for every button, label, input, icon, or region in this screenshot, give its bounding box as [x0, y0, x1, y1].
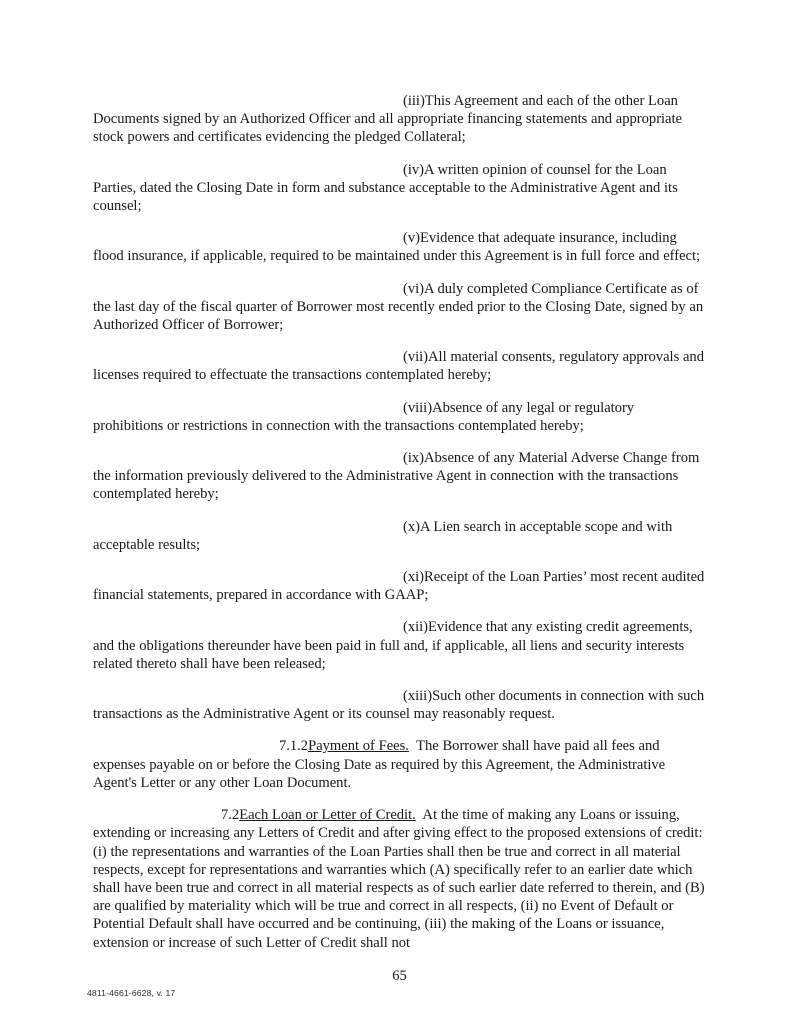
- list-text-ix: Absence of any Material Adverse Change from the information previously delivered to the Administrative Agent in connection with the transactions contemplated hereby;: [93, 450, 700, 503]
- list-marker-iv: (iv): [403, 161, 424, 178]
- list-text-xi: Receipt of the Loan Parties’ most recent audited financial statements, prepared in accordance with GAAP;: [93, 569, 705, 604]
- list-item-x: [93, 518, 705, 554]
- list-item-viii: [93, 399, 705, 435]
- document-body: [93, 92, 705, 952]
- list-item-xiii: [93, 687, 705, 723]
- section-heading-7-2: Each Loan or Letter of Credit.: [239, 807, 416, 824]
- list-marker-ix: (ix): [403, 450, 424, 467]
- list-text-viii: Absence of any legal or regulatory prohibitions or restrictions in connection with the transactions contemplated hereby;: [93, 399, 635, 434]
- list-item-vi: [93, 280, 705, 335]
- list-marker-xiii: (xiii): [403, 688, 433, 705]
- page-number: 65: [392, 968, 407, 984]
- list-text-vi: A duly completed Compliance Certificate as of the last day of the fiscal quarter of Borrower most recently ended prior to the Closing Date, signed by an Authorized Officer of Borrower;: [93, 280, 704, 334]
- list-marker-v: (v): [403, 230, 420, 247]
- list-text-vii: All material consents, regulatory approvals and licenses required to effectuate the transactions contemplated hereby;: [93, 349, 704, 384]
- list-marker-x: (x): [403, 518, 420, 535]
- list-marker-xi: (xi): [403, 569, 424, 586]
- list-text-iii: This Agreement and each of the other Loan Documents signed by an Authorized Officer and all appropriate financing statements and appropriate stock powers and certificates evidencing the pledged Collateral;: [93, 93, 683, 146]
- list-item-iv: [93, 161, 705, 216]
- footer-document-id: 4811-4661-6628, v. 17: [87, 988, 176, 998]
- section-number-7-2: 7.2: [221, 807, 240, 824]
- list-text-xiii: Such other documents in connection with such transactions as the Administrative Agent or its counsel may reasonably request.: [93, 688, 705, 723]
- section-text-7-1-2: The Borrower shall have paid all fees and expenses payable on or before the Closing Date as required by this Agreement, the Administrative Agent's Letter or any other Loan Document.: [93, 738, 666, 791]
- list-marker-vii: (vii): [403, 349, 429, 366]
- list-item-iii: [93, 92, 705, 147]
- list-item-vii: [93, 348, 705, 384]
- list-item-xi: [93, 568, 705, 604]
- list-text-x: A Lien search in acceptable scope and with acceptable results;: [93, 518, 673, 553]
- list-text-v: Evidence that adequate insurance, including flood insurance, if applicable, required to be maintained under this Agreement is in full force and effect;: [93, 230, 701, 265]
- list-item-xii: [93, 618, 705, 673]
- list-marker-xii: (xii): [403, 619, 429, 636]
- list-item-ix: [93, 449, 705, 504]
- section-number-7-1-2: 7.1.2: [279, 738, 309, 755]
- list-marker-iii: (iii): [403, 93, 425, 109]
- section-text-7-2: At the time of making any Loans or issuing, extending or increasing any Letters of Credit and after giving effect to the proposed extensions of credit: (i) the representations and warranties of the Loan Parties shall then be true and correct in all material respects, except for representations and warranties which (A) specifically refer to an earlier date which shall have been true and correct in all material respects as of such earlier date referred to therein, and (B) are qualified by materiality which will be true and correct in all respects, (ii) no Event of Default or Potential Default shall have occurred and be continuing, (iii) the making of the Loans or issuance, extension or increase of such Letter of Credit shall not: [93, 807, 705, 951]
- list-text-iv: A written opinion of counsel for the Loan Parties, dated the Closing Date in form and substance acceptable to the Administrative Agent and its counsel;: [93, 161, 678, 215]
- list-text-xii: Evidence that any existing credit agreements, and the obligations thereunder have been paid in full and, if applicable, all liens and security interests related thereto shall have been released;: [93, 619, 693, 672]
- list-marker-viii: (viii): [403, 399, 433, 416]
- list-item-v: [93, 229, 705, 265]
- list-marker-vi: (vi): [403, 280, 424, 297]
- section-7-2: [93, 806, 705, 952]
- section-heading-7-1-2: Payment of Fees.: [308, 738, 409, 755]
- section-7-1-2: [93, 737, 705, 792]
